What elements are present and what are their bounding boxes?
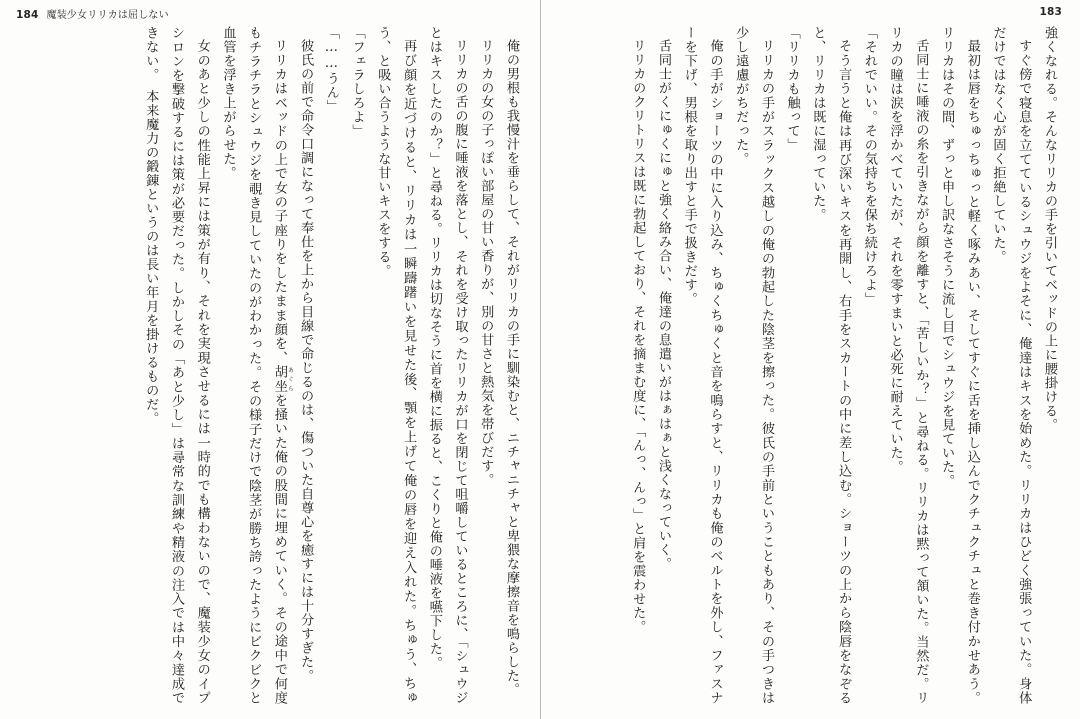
paragraph: リリカのクリトリスは既に勃起しており、それを摘まむ度に、「んっ、んっ」と肩を震わせた。 [630, 39, 646, 635]
dialogue-line: 「……うん」 [323, 26, 339, 114]
running-head-left [16, 6, 169, 21]
paragraph: そう言うと俺は再び深いキスを再開し、右手をスカートの中に差し込む。ショーツの上から陰唇をなぞると、リリカは既に湿っていた。 [810, 26, 852, 705]
paragraph: すぐ傍で寝息を立てているシュウジをよそに、俺達はキスを始めた。リリカはひどく強張っていた。身体だけではなく心が固く拒絶していた。 [990, 26, 1032, 705]
paragraph: 強くなれる。そんなリリカの手を引いてベッドの上に腰掛ける。 [1042, 26, 1057, 432]
paragraph: 再び顔を近づけると、リリカは一瞬躊躇いを見せた後、顎を上げて俺の唇を迎え入れた。ちゅう、ちゅう、と吸い合うような甘いキスをする。 [375, 26, 417, 705]
dialogue-line: 「リリカも触って」 [784, 26, 800, 152]
folio-left: 184 [16, 9, 39, 21]
page-left-body [14, 26, 524, 705]
paragraph: 舌同士がくにゅくにゅと強く絡み合い、俺達の息遣いがはぁはぁと浅くなっていく。 [655, 39, 671, 571]
paragraph: 彼氏の前で命令口調になって奉仕を上から目線で命じるのは、傷ついた自尊心を癒すには十分すぎた。 [298, 39, 314, 683]
paragraph: 俺の男根も我慢汁を垂らして、それがリリカの手に馴染むと、ニチャニチャと卑猥な摩擦音を鳴らした。 [504, 39, 519, 697]
page-right [541, 0, 1080, 719]
running-head-title: 魔装少女リリカは屈しない [46, 10, 169, 21]
paragraph: リリカの女の子っぽい部屋の甘い香りが、別の甘さと熱気を帯びだす。 [478, 39, 494, 487]
paragraph: リリカの手がスラックス越しの俺の勃起した陰茎を擦った。彼氏の手前ということもあり、その手つきは少し遠慮がちだった。 [733, 26, 774, 705]
paragraph: 女のあと少しの性能上昇には策が有り、それを実現させるには一時的でも構わないので、魔装少女のイプシロンを撃破するには策が必要だった。しかしその「あと少し」は尋常な訓練や精液の注入では中々達成できない。 本来魔力の鍛錬というのは長い年月を掛けるものだ。 [143, 26, 210, 705]
paragraph: リリカはベッドの上で女の子座りをしたまま顔を、胡坐 あぐらを掻いた俺の股間に埋めていく。その途中で何度もチラチラとシュウジを覗き見していたのがわかった。その様子だけで陰茎が勝ち誇ったようにビクビクと血管を浮き上がらせた。 [220, 26, 293, 705]
paragraph: 最初は唇をちゅっちゅっと軽く啄みあい、そしてすぐに舌を挿し込んでクチュクチュと巻き付かせあう。リリカはその間、ずっと申し訳なさそうに流し目でシュウジを見ていた。 [939, 26, 980, 705]
paragraph: 舌同士に唾液の糸を引きながら顔を離すと、「苦しいか？」と尋ねる。リリカは黙って頷いた。当然だ。リリカの瞳は涙を浮かべていたが、それを零すまいと必死に耐えていた。 [887, 26, 929, 705]
dialogue-line: 「フェラしろよ」 [349, 26, 365, 138]
paragraph: 俺の手がショーツの中に入り込み、ちゅくちゅくと音を鳴らすと、リリカも俺のベルトを外し、ファスナーを下げ、男根を取り出すと手で扱きだす。 [681, 26, 723, 705]
folio-right: 183 [1039, 6, 1062, 18]
paragraph: リリカの舌の腹に唾液を落とし、それを受け取ったリリカが口を閉じて咀嚼しているところに、「シュウジとはキスしたのか？」と尋ねる。リリカは切なそうに首を横に振ると、こくりと俺の唾液を嚥下した。 [426, 26, 468, 705]
running-head-right [1039, 6, 1062, 18]
page-right-body [555, 26, 1062, 705]
dialogue-line: 「それでいい。その気持ちを保ち続けろよ」 [861, 26, 877, 306]
ruby-agura: 胡坐 あぐら [271, 365, 293, 394]
